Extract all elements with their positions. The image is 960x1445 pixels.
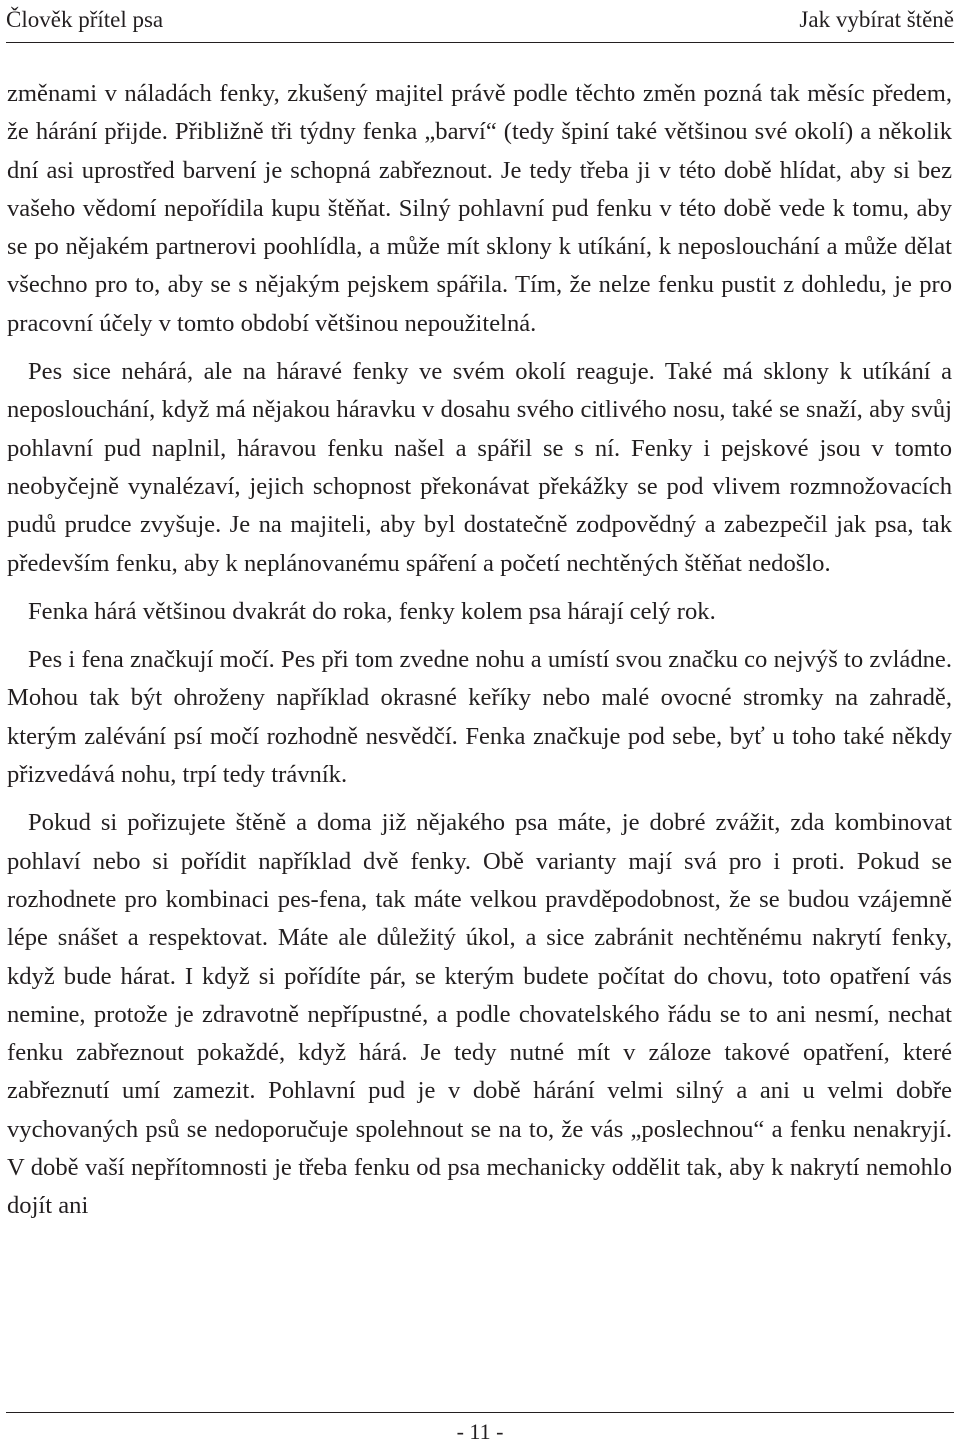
paragraph-1: změnami v náladách fenky, zkušený majitel právě podle těchto změn pozná tak měsíc předem, že hárání přijde. Přibližně tři týdny fenka „barví“ (tedy špiní také většinou své okolí) a několik dní asi uprostřed barvení je schopná zabřeznout. Je tedy třeba ji v této době hlídat, aby si bez vašeho vědomí nepořídila kupu štěňat. Silný pohlavní pud fenku v této době vede k tomu, aby se po nějakém partnerovi poohlídla, a může mít sklony k utíkání, k neposlouchání a může dělat všechno pro to, aby se s nějakým pejskem spářila. Tím, že nelze fenku pustit z dohledu, je pro pracovní účely v tomto období většinou nepoužitelná. [7,80,952,337]
paragraph-2: Pes sice nehárá, ale na háravé fenky ve svém okolí reaguje. Také má sklony k utíkání a neposlouchání, když má nějakou háravku v dosahu svého citlivého nosu, také se snaží, aby svůj pohlavní pud naplnil, háravou fenku našel a spářil se s ní. Fenky i pejskové jsou v tomto neobyčejně vynalézaví, jejich schopnost překonávat překážky se pod vlivem rozmnožovacích pudů prudce zvyšuje. Je na majiteli, aby byl dostatečně zodpovědný a zabezpečil jak psa, tak především fenku, aby k neplánovanému spáření a početí nechtěných štěňat nedošlo. [7,358,952,577]
chapter-title: Jak vybírat štěně [799,7,954,32]
paragraph-4: Pes i fena značkují močí. Pes při tom zvedne nohu a umístí svou značku co nejvýš to zvládne. Mohou tak být ohroženy například okrasné keříky nebo malé ovocné stromky na zahradě, kterým zalévání psí močí rozhodně nesvědčí. Fenka značkuje pod sebe, byť u toho také někdy přizvedává nohu, trpí tedy trávník. [7,646,952,789]
paragraph-3: Fenka hárá většinou dvakrát do roka, fenky kolem psa hárají celý rok. [28,597,716,625]
paragraph-5: Pokud si pořizujete štěně a doma již nějakého psa máte, je dobré zvážit, zda kombinovat pohlaví nebo si pořídit například dvě fenky. Obě varianty mají svá pro i proti. Pokud se rozhodnete pro kombinaci pes-fena, tak máte velkou pravděpodobnost, že se budou vzájemně lépe snášet a respektovat. Máte ale důležitý úkol, a sice zabránit nechtěnému nakrytí fenky, když bude hárat. I když si pořídíte pár, se kterým budete počítat do chovu, toto opatření vás nemine, protože je zdravotně nepřípustné, a podle chovatelského řádu se to ani nesmí, nechat fenku zabřeznout pokaždé, když hárá. Je tedy nutné mít v záloze takové opatření, které zabřeznutí umí zamezit. Pohlavní pud je v době hárání velmi silný a ani u velmi dobře vychovaných psů se nedoporučuje spolehnout se na to, že vás „poslechnou“ a fenku nenakryjí. V době vaší nepřítomnosti je třeba fenku od psa mechanicky oddělit tak, aby k nakrytí nemohlo dojít ani [7,809,952,1220]
header-divider [6,42,954,43]
book-title: Člověk přítel psa [6,7,164,32]
footer-divider [6,1412,954,1413]
running-header [6,4,954,36]
page-body [7,75,952,1236]
page-number: - 11 - [456,1419,504,1444]
